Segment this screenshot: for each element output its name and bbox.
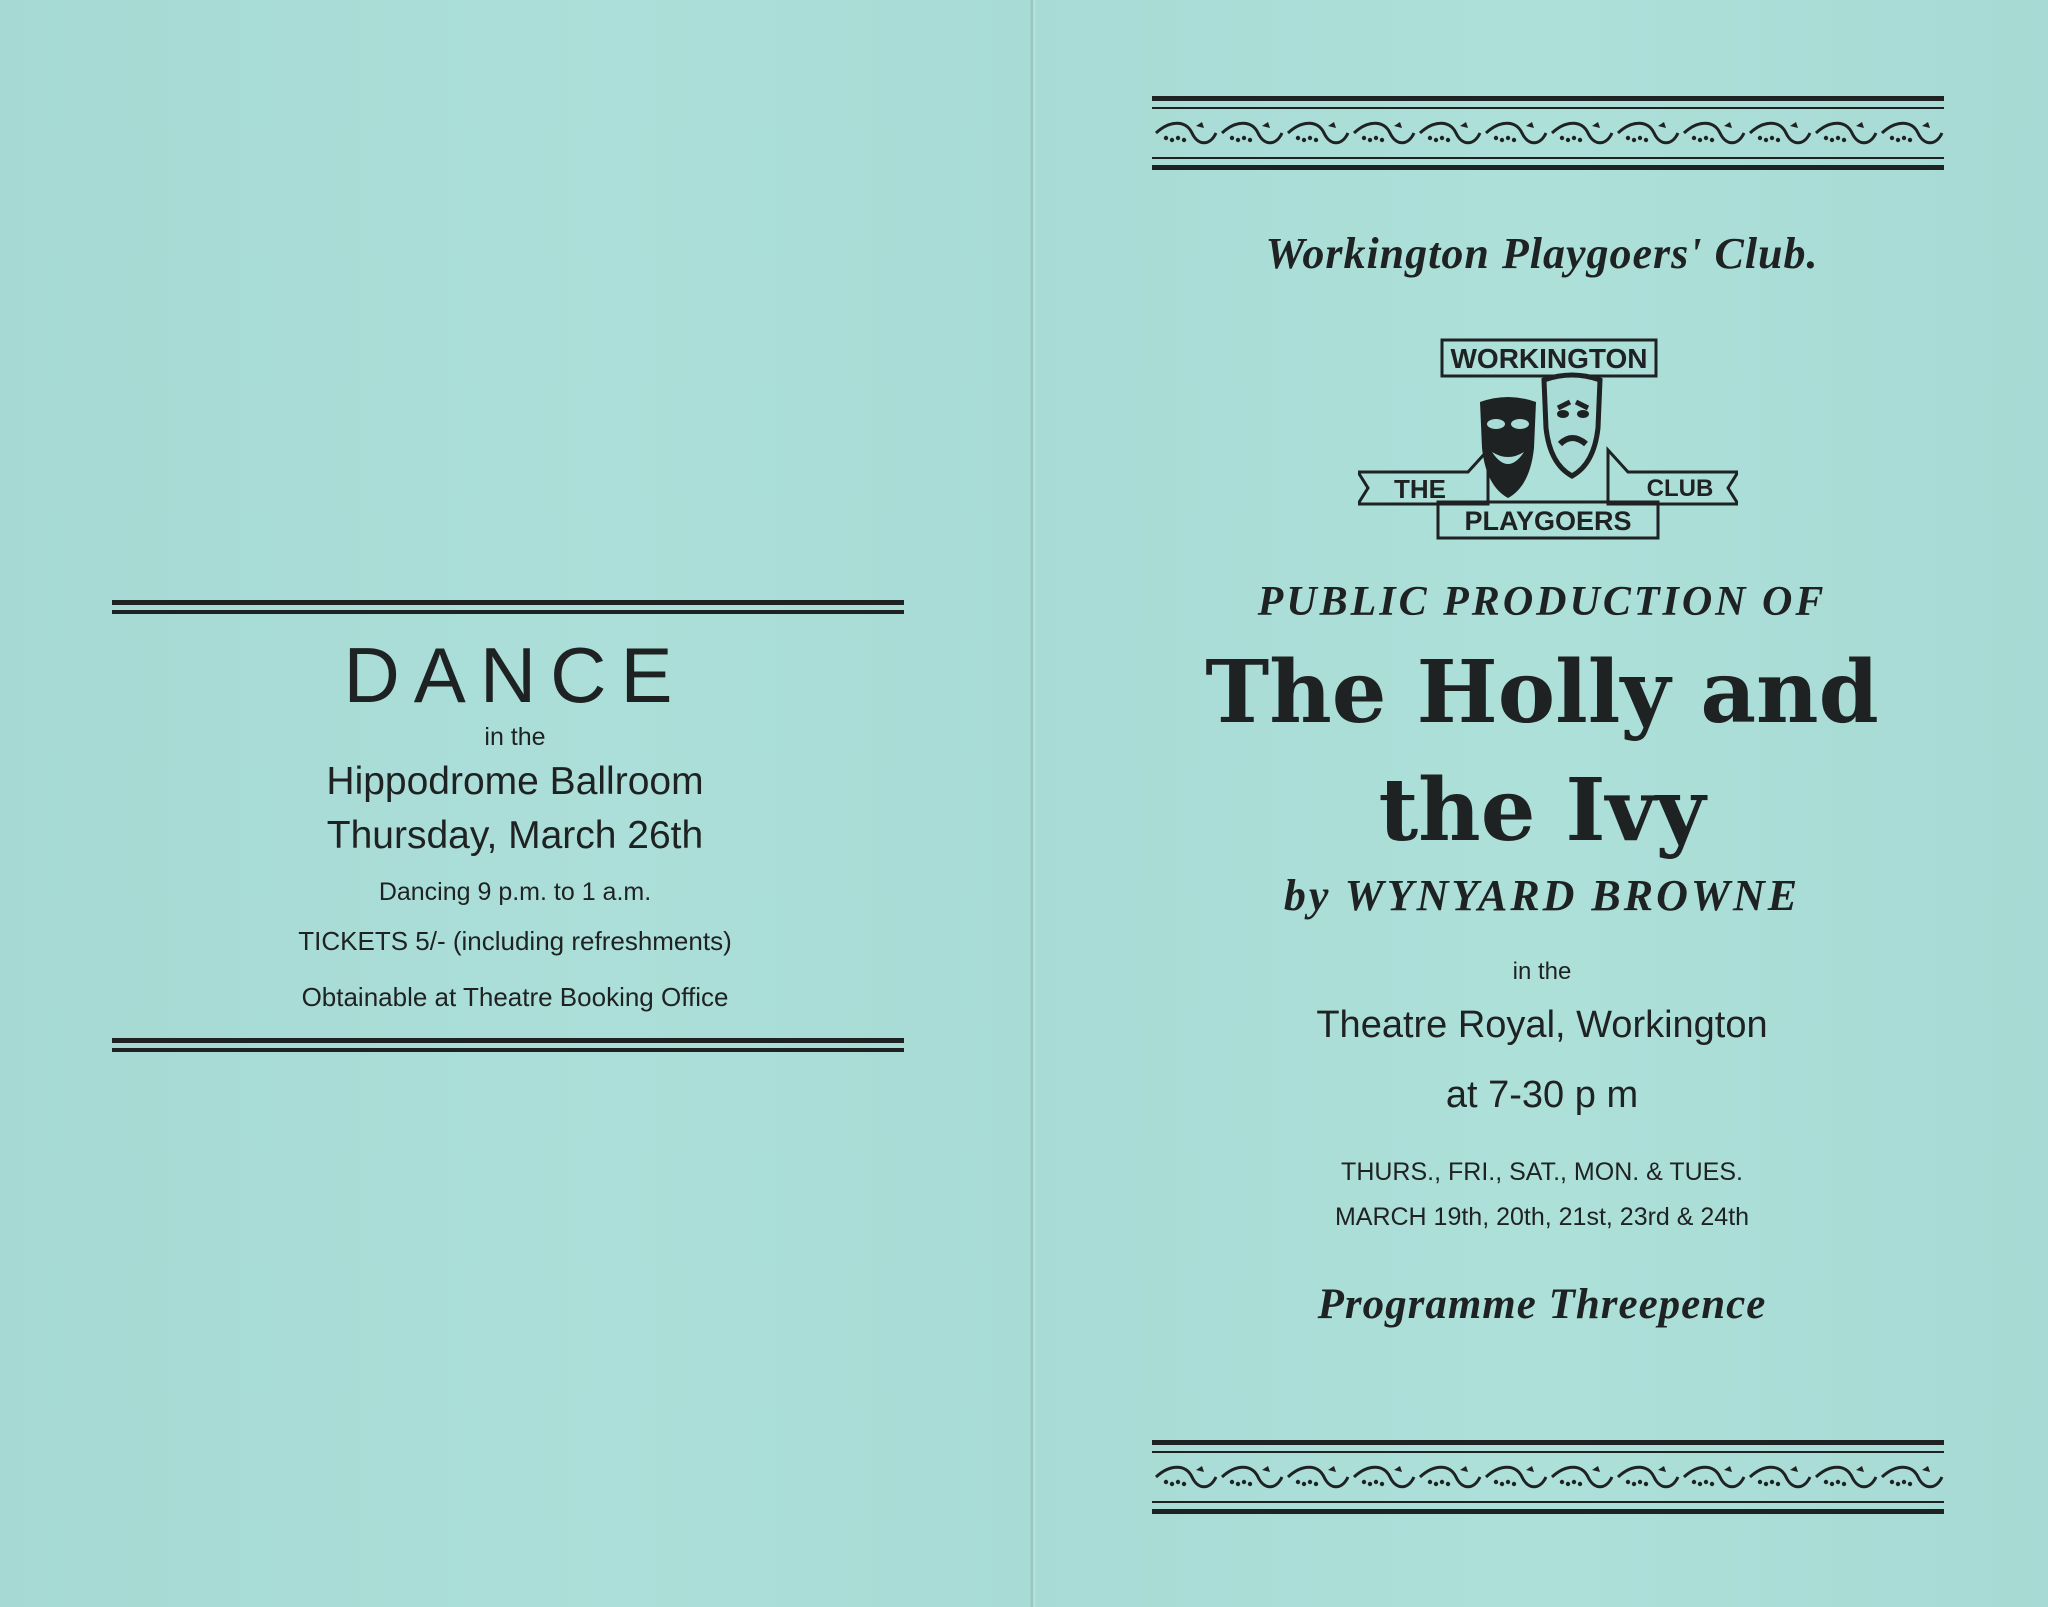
logo-left-text: THE	[1394, 474, 1446, 504]
theatre-masks-icon	[1480, 375, 1600, 498]
playgoers-club-logo	[1358, 336, 1738, 542]
play-title-line-1: The Holly and	[1205, 642, 1879, 743]
vine-ornament-icon	[1152, 118, 1944, 148]
dance-venue: Hippodrome Ballroom	[326, 760, 704, 803]
dance-date: Thursday, March 26th	[326, 814, 704, 857]
dance-obtainable: Obtainable at Theatre Booking Office	[301, 982, 729, 1012]
vine-ornament-icon	[1152, 1462, 1944, 1492]
club-name: Workington Playgoers' Club.	[1265, 229, 1819, 278]
production-heading: PUBLIC PRODUCTION OF	[1257, 579, 1827, 625]
dance-in-the: in the	[484, 723, 546, 751]
venue: Theatre Royal, Workington	[1316, 1004, 1768, 1046]
top-ornamental-border	[1152, 96, 1944, 170]
dance-time: Dancing 9 p.m. to 1 a.m.	[378, 878, 652, 906]
cover-panel	[1036, 0, 2048, 1607]
author: by WYNYARD BROWNE	[1283, 871, 1801, 920]
logo-top-text: WORKINGTON	[1450, 343, 1648, 374]
play-title-line-2: the Ivy	[1378, 760, 1706, 861]
bottom-ornamental-border	[1152, 1440, 1944, 1514]
dance-bottom-rule	[112, 1038, 904, 1056]
dance-title: DANCE	[343, 631, 687, 719]
programme-price: Programme Threepence	[1317, 1281, 1767, 1328]
venue-in-the: in the	[1512, 958, 1572, 985]
show-time: at 7-30 p m	[1445, 1074, 1639, 1116]
dance-tickets: TICKETS 5/- (including refreshments)	[298, 926, 732, 956]
dance-top-rule	[112, 600, 904, 618]
logo-bottom-text: PLAYGOERS	[1464, 506, 1632, 536]
performance-days: THURS., FRI., SAT., MON. & TUES.	[1341, 1158, 1743, 1186]
logo-right-text: CLUB	[1646, 475, 1714, 502]
performance-dates: MARCH 19th, 20th, 21st, 23rd & 24th	[1334, 1203, 1750, 1231]
